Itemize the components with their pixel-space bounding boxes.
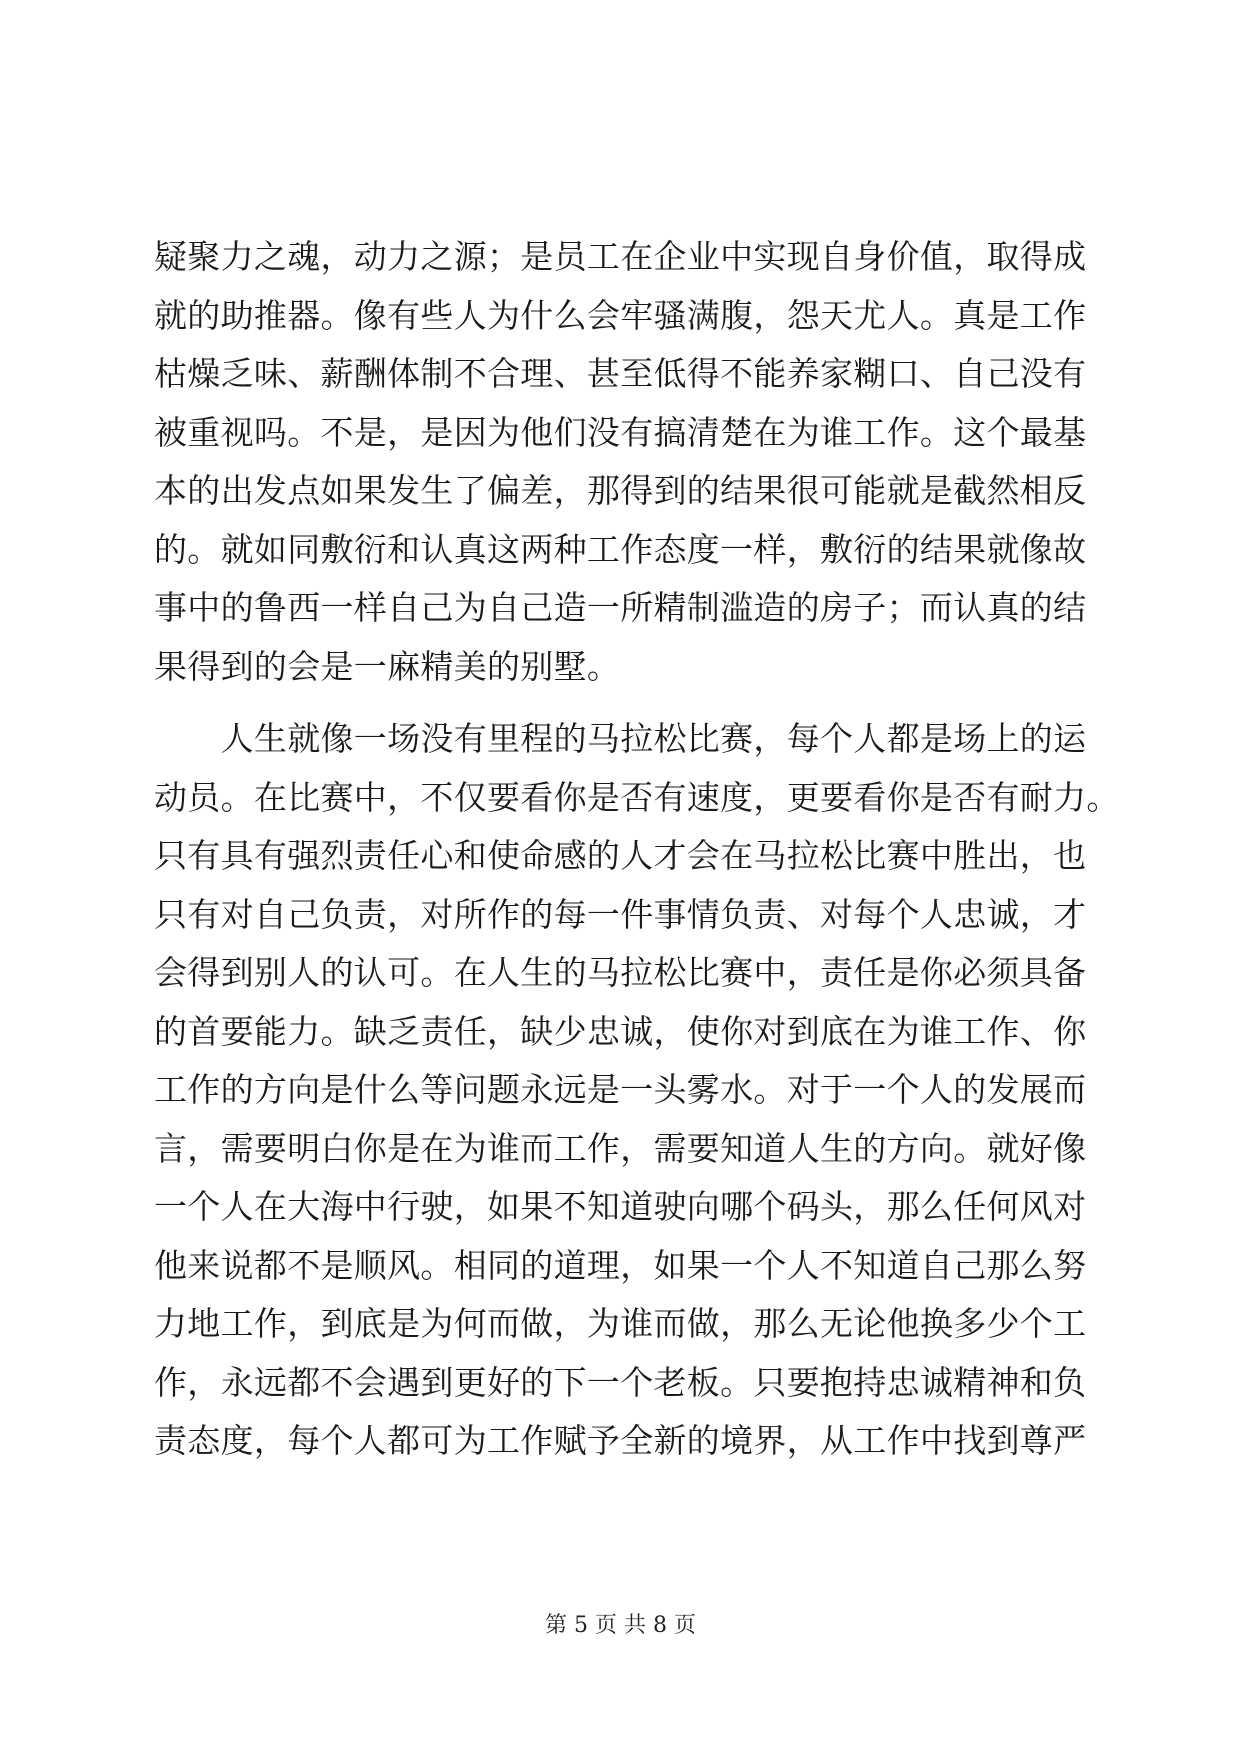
text-line: 本的出发点如果发生了偏差，那得到的结果很可能就是截然相反 — [154, 471, 1087, 510]
text-line: 的。就如同敷衍和认真这两种工作态度一样，敷衍的结果就像故 — [154, 529, 1087, 569]
page-number: 第 5 页 共 8 页 — [545, 1613, 696, 1638]
text-line: 作，永远都不会遇到更好的下一个老板。只要抱持忠诚精神和负 — [154, 1362, 1087, 1402]
text-line: 工作的方向是什么等问题永远是一头雾水。对于一个人的发展而 — [154, 1070, 1087, 1109]
text-line: 一个人在大海中行驶，如果不知道驶向哪个码头，那么任何风对 — [154, 1187, 1087, 1226]
text-line: 果得到的会是一麻精美的别墅。 — [154, 646, 621, 686]
text-line: 就的助推器。像有些人为什么会牢骚满腹，怨天尤人。真是工作 — [154, 295, 1087, 335]
paragraph-start-line: 人生就像一场没有里程的马拉松比赛，每个人都是场上的运 — [154, 719, 1087, 758]
text-line: 责态度，每个人都可为工作赋予全新的境界，从工作中找到尊严 — [154, 1421, 1087, 1460]
text-line: 事中的鲁西一样自己为自己造一所精制滥造的房子；而认真的结 — [154, 588, 1087, 627]
text-line: 言，需要明白你是在为谁而工作，需要知道人生的方向。就好像 — [154, 1128, 1087, 1168]
text-line: 动员。在比赛中，不仅要看你是否有速度，更要看你是否有耐力。 — [154, 777, 1120, 817]
page-footer — [0, 1611, 1241, 1641]
text-line: 力地工作，到底是为何而做，为谁而做，那么无论他换多少个工 — [154, 1304, 1087, 1343]
body-text — [154, 228, 1120, 1471]
text-line: 疑聚力之魂，动力之源；是员工在企业中实现自身价值，取得成 — [154, 237, 1087, 276]
text-line: 他来说都不是顺风。相同的道理，如果一个人不知道自己那么努 — [154, 1245, 1087, 1285]
text-line: 只有对自己负责，对所作的每一件事情负责、对每个人忠诚，才 — [154, 894, 1087, 934]
text-line: 的首要能力。缺乏责任，缺少忠诚，使你对到底在为谁工作、你 — [154, 1011, 1087, 1051]
text-line: 只有具有强烈责任心和使命感的人才会在马拉松比赛中胜出，也 — [154, 836, 1087, 875]
text-line: 被重视吗。不是，是因为他们没有搞清楚在为谁工作。这个最基 — [154, 412, 1087, 452]
text-line: 枯燥乏味、薪酬体制不合理、甚至低得不能养家糊口、自己没有 — [154, 354, 1087, 393]
text-line: 会得到别人的认可。在人生的马拉松比赛中，责任是你必须具备 — [154, 953, 1087, 992]
